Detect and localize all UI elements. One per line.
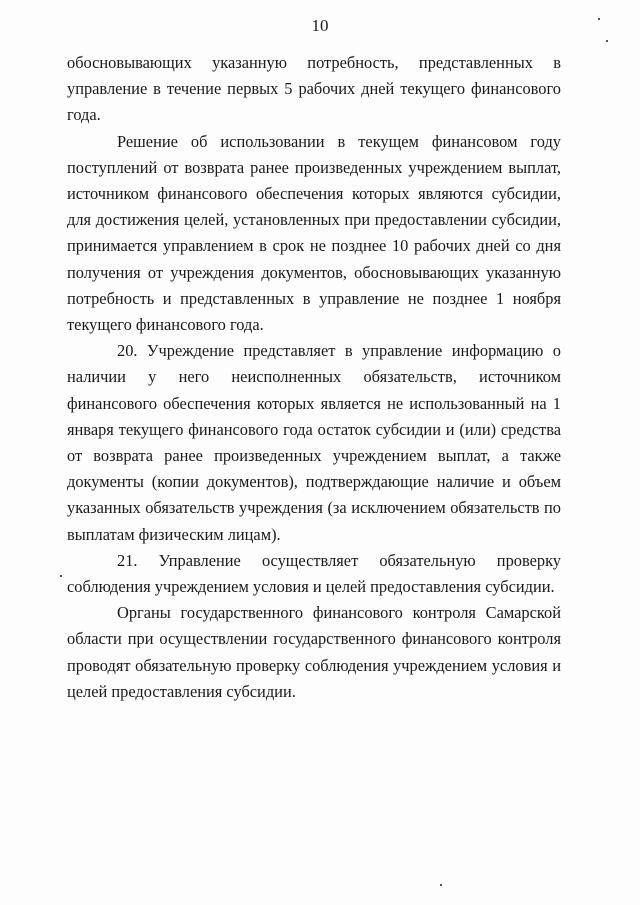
scan-speck <box>598 18 600 20</box>
paragraph-continuation: обосновывающих указанную потребность, представленных в управление в течение первых 5 рабочих дней текущего финансового года. <box>67 53 561 125</box>
page-number: 10 <box>311 16 329 35</box>
paragraph-item-21: 21. Управление осуществляет обязательную проверку соблюдения учреждением условия и целей предоставления субсидии. <box>67 550 561 597</box>
document-body <box>67 50 561 705</box>
paragraph-control-bodies: Органы государственного финансового контроля Самарской области при осуществлении государственного финансового контроля проводят обязательную проверку соблюдения учреждением условия и целей предоставления субсидии. <box>67 603 561 701</box>
scan-speck <box>606 40 608 42</box>
scan-speck <box>440 884 442 886</box>
paragraph-decision: Решение об использовании в текущем финансовом году поступлений от возврата ранее произведенных учреждением выплат, источником финансового обеспечения которых являются субсидии, для достижения целей, установленных при предоставлении субсидии, принимается управлением в срок не позднее 10 рабочих дней со дня получения от учреждения документов, обосновывающих указанную потребность и представленных в управление не позднее 1 ноября текущего финансового года. <box>67 131 561 335</box>
scan-speck <box>60 575 62 577</box>
paragraph-item-20: 20. Учреждение представляет в управление информацию о наличии у него неисполненных обязательств, источником финансового обеспечения которых является не использованный на 1 января текущего финансового года остаток субсидии и (или) средства от возврата ранее произведенных учреждением выплат, а также документы (копии документов), подтверждающие наличие и объем указанных обязательств учреждения (за исключением обязательств по выплатам физическим лицам). <box>67 341 561 544</box>
